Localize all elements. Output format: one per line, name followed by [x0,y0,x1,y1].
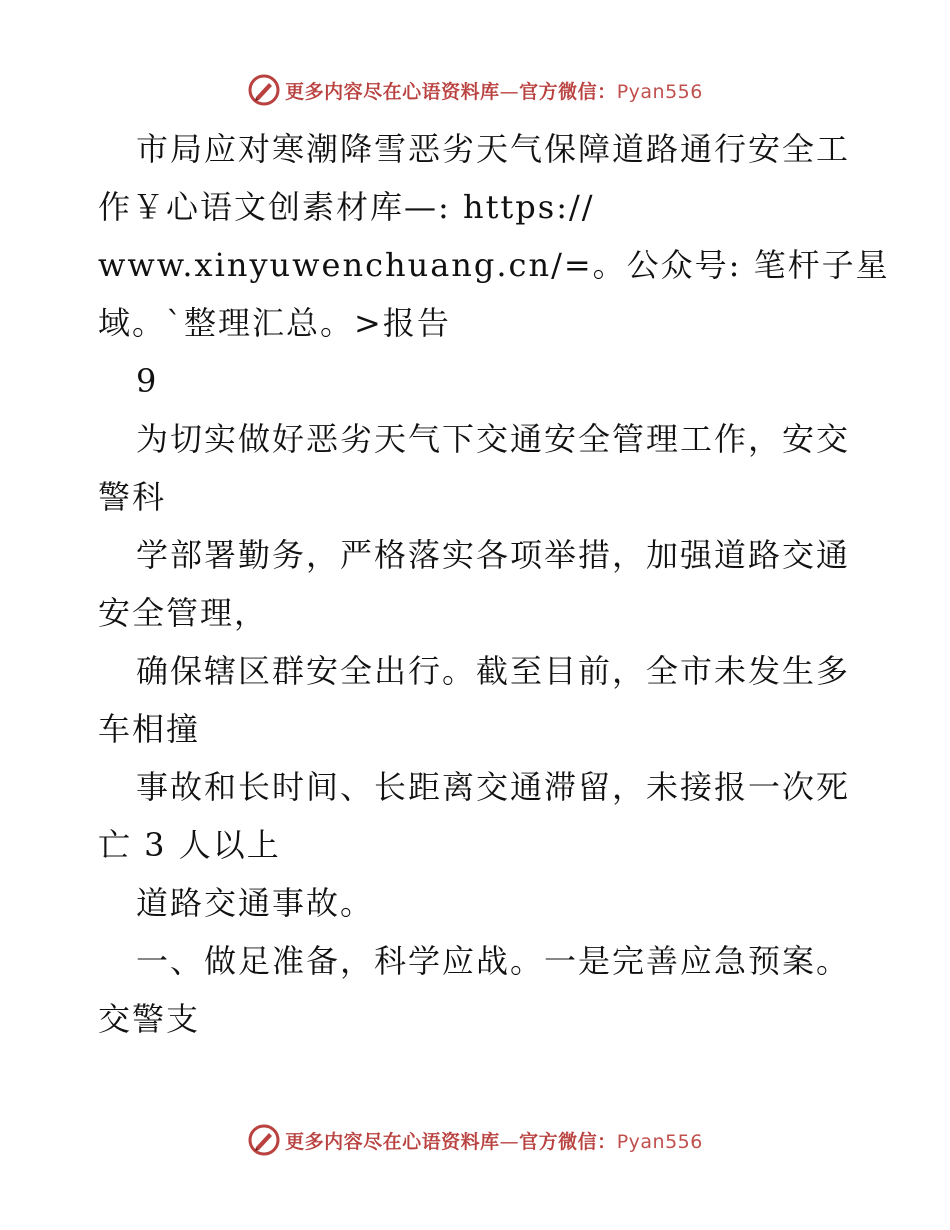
paragraph-line: 市局应对寒潮降雪恶劣天气保障道路通行安全工 [136,130,851,168]
watermark-text: 更多内容尽在心语资料库—官方微信：Pyan556 [285,1130,703,1153]
paragraph-line: 域。`整理汇总。>报告 [98,304,451,342]
pen-emblem-icon [247,73,281,107]
paragraph-line: 确保辖区群安全出行。截至目前，全市未发生多 [136,652,851,690]
paragraph-line: 一、做足准备，科学应战。一是完善应急预案。 [136,942,851,980]
paragraph-line: 车相撞 [98,710,201,748]
paragraph-line: 道路交通事故。 [136,884,375,922]
paragraph-line: 9 [136,362,159,400]
paragraph-line: 学部署勤务，严格落实各项举措，加强道路交通 [136,536,851,574]
paragraph-line: 交警支 [98,1000,201,1038]
paragraph-line: 事故和长时间、长距离交通滞留，未接报一次死 [136,768,851,806]
watermark-text: 更多内容尽在心语资料库—官方微信：Pyan556 [285,80,703,103]
paragraph-line: www.xinyuwenchuang.cn/=。公众号: 笔杆子星 [98,246,890,284]
paragraph-line: 警科 [98,478,167,516]
pen-emblem-icon [247,1123,281,1157]
paragraph-line: 亡 3 人以上 [98,826,281,864]
paragraph-line: 为切实做好恶劣天气下交通安全管理工作，安交 [136,420,851,458]
header-watermark [0,70,950,110]
paragraph-line: 安全管理， [98,594,269,632]
paragraph-line: 作￥心语文创素材库—: https:// [98,188,595,226]
document-body [98,120,890,1048]
footer-watermark [0,1120,950,1160]
